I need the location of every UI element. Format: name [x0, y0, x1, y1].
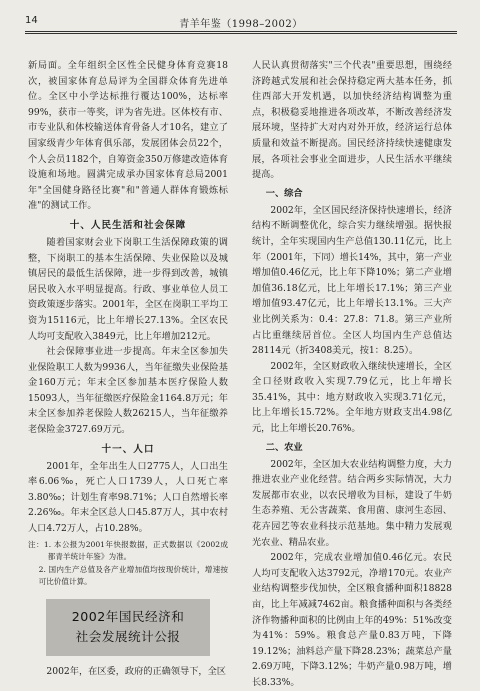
paragraph: 随着国家财会业下岗职工生活保障政策的调整，下岗职工的基本生活保障、失业保险以及城镇居民的最低生活保障，进一步得到改善，城镇居民收入水平明显提高。行政、事业单位人员工资政策逐步落实。2001年，全区在岗职工平均工资为15116元，比上年增长27.13%。全区农民人均可支配收入3849元，比上年增加212元。: [28, 236, 228, 342]
section-heading: 十、人民生活和社会保障: [69, 219, 187, 231]
paragraph: 2002年，全区财政收入继续快速增长，全区全口径财政收入实现7.79亿元，比上年增长35.41%，其中：地方财政收入实现3.71亿元，比上年增长15.72%。全年地方财政支出4.98亿元，比上年增长20.76%。: [252, 360, 452, 435]
right-column: [252, 58, 452, 691]
footnotes: [28, 539, 228, 589]
header-rule: [25, 31, 457, 32]
footnote: 2. 国内生产总值及各产业增加值均按现价统计，增速按可比价值计算。: [38, 564, 228, 587]
footnote: 注：1. 本公报为2001年快报数据，正式数据以《2002成都青羊统计年鉴》为准。: [28, 539, 228, 562]
page-header: [25, 14, 457, 30]
subsection-heading: 二、农业: [265, 441, 303, 453]
paragraph: 人民认真贯彻落实"三个代表"重要思想，围绕经济跨越式发展和社会保持稳定两大基本任务，抓住西部大开发机遇，以加快经济结构调整为重点，积极稳妥地推进各项改革，不断改善经济发展环境，坚持扩大对内对外开放，经济运行总体质量和效益不断提高。国民经济持续快速健康发展，各项社会事业全面进步，人民生活水平继续提高。: [252, 60, 452, 181]
section-heading: 十一、人口: [101, 443, 155, 455]
left-column: [28, 58, 228, 679]
bulletin-title-line: 社会发展统计公报: [75, 628, 181, 644]
paragraph: 2002年，在区委，政府的正确领导下，全区: [46, 665, 226, 677]
bulletin-title-line: 2002年国民经济和: [71, 608, 185, 624]
paragraph: 2002年，全区国民经济保持快速增长，经济结构不断调整优化，综合实力继续增强。据快报统计，全年实现国内生产总值130.11亿元，比上年（2001年，下同）增长14%，其中，第一产业增加值0.46亿元，比上年下降10%；第二产业增加值36.18亿元，比上年增长17.1%；第三产业增加值93.47亿元，比上年增长13.1%。三大产业比例关系为：0.4：27.8：71.8。第三产业所占比重继续居首位。全区人均国内生产总值达28114元（折3408美元，按1：8.25）。: [252, 204, 452, 357]
bulletin-title-box: [46, 599, 210, 656]
running-title: 青羊年鉴（1998–2002）: [179, 19, 303, 30]
paragraph: 社会保障事业进一步提高。年末全区参加失业保险职工人数为9936人，当年征缴失业保险基金160万元；年末全区参加基本医疗保险人数15093人，当年征缴医疗保险金1164.8万元；年末全区参加养老保险人数26215人，当年征缴养老保险金3727.69万元。: [28, 346, 228, 436]
paragraph: 2002年，全区加大农业结构调整力度，大力推进农业产业化经营。结合两乡实际情况，大力发展都市农业，以农民增收为目标，建设了牛奶生态养殖、无公害蔬菜、食用菌、康河生态园、花卉园艺等农业科技示范基地。集中精力发展观光农业、精品农业。: [252, 458, 452, 548]
page-number: 14: [25, 15, 38, 26]
header-rule-thin: [25, 33, 457, 34]
paragraph: 2001年，全年出生人口2775人，人口出生率6.06‰，死亡人口1739人，人口死亡率3.80‰；计划生育率98.71%；人口自然增长率2.26‰。年末全区总人口45.87万人，其中农村人口4.72万人，占10.28%。: [28, 460, 228, 535]
paragraph: 2002年，完成农业增加值0.46亿元。农民人均可支配收入达3792元，净增170元。农业产业结构调整步伐加快，全区粮食播种面积18828亩，比上年减减7462亩。粮食播种面积与各类经济作物播种面积的比例由上年的49%：51%改变为41%：59%。粮食总产量0.83万吨，下降19.12%；油料总产量下降28.23%；蔬菜总产量2.69万吨，下降3.12%；牛奶产量0.98万吨，增长8.33%。: [252, 552, 452, 688]
subsection-heading: 一、综合: [265, 187, 303, 199]
paragraph: 新局面。全年组织全区性全民健身体育竞赛18次，被国家体育总局评为全国群众体育先进单位。全区中小学达标推行覆达100%，达标率99%，获市一等奖，评为省先进。区体校有市、市专业队和体校输送体育骨备人才10名，建立了国家级青少年体育俱乐部，发展团体会员22个，个人会员1182个，自筹资金350万修建改造体育设施和场地。圆满完成承办国家体育总局2001年"全国健身路径比赛"和"普通人群体育锻炼标准"的测试工作。: [28, 60, 228, 212]
